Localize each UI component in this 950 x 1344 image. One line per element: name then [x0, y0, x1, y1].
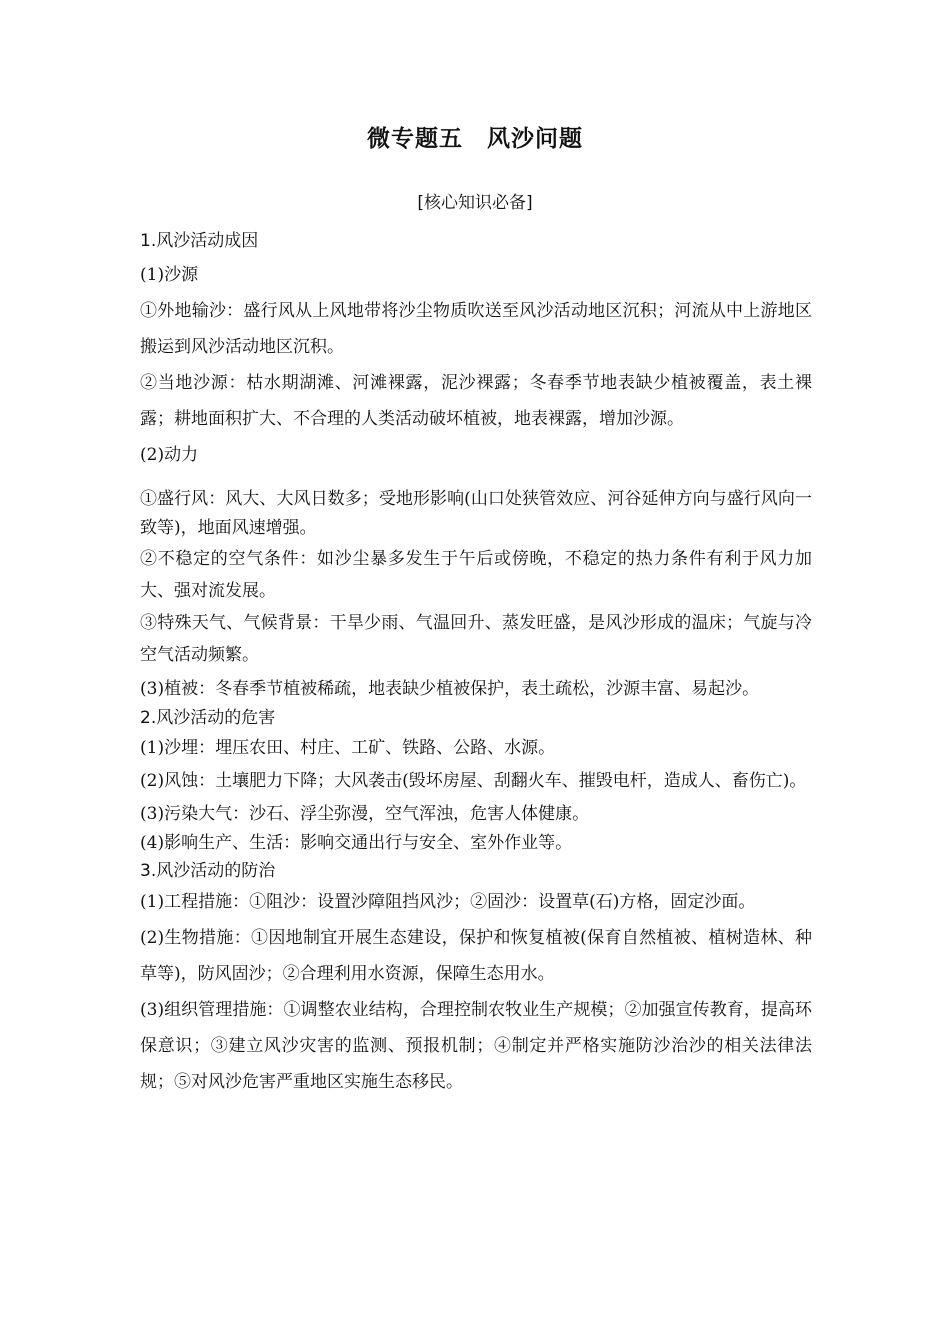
paragraph-sand-burial: (1)沙埋：埋压农田、村庄、工矿、铁路、公路、水源。	[140, 738, 556, 758]
paragraph-local-sand: ②当地沙源：枯水期湖滩、河滩裸露，泥沙裸露；冬春季节地表缺少植被覆盖，表土裸露；耕地面积扩大、不合理的人类活动破坏植被，地表裸露，增加沙源。	[140, 373, 812, 429]
heading-prevention: 3.风沙活动的防治	[140, 861, 276, 881]
paragraph-management-measures: (3)组织管理措施：①调整农业结构，合理控制农牧业生产规模；②加强宣传教育，提高环保意识；③建立风沙灾害的监测、预报机制；④制定并严格实施防沙治沙的相关法律法规；⑤对风沙危害严重地区实施生态移民。	[140, 1000, 812, 1092]
heading-causes: 1.风沙活动成因	[140, 231, 259, 251]
heading-hazards: 2.风沙活动的危害	[140, 708, 276, 728]
paragraph-wind-erosion: (2)风蚀：土壤肥力下降；大风袭击(毁坏房屋、刮翻火车、摧毁电杆，造成人、畜伤亡)。	[140, 771, 807, 791]
paragraph-production-life: (4)影响生产、生活：影响交通出行与安全、室外作业等。	[140, 833, 573, 853]
paragraph-prevailing-wind: ①盛行风：风大、大风日数多；受地形影响(山口处狭管效应、河谷延伸方向与盛行风向一致等)，地面风速增强。	[140, 489, 812, 538]
paragraph-engineering-measures: (1)工程措施：①阻沙：设置沙障阻挡风沙；②固沙：设置草(石)方格，固定沙面。	[140, 892, 756, 912]
paragraph-unstable-air: ②不稳定的空气条件：如沙尘暴多发生于午后或傍晚，不稳定的热力条件有利于风力加大、强对流发展。	[140, 549, 812, 601]
page-title: 微专题五 风沙问题	[367, 126, 583, 152]
paragraph-external-sand: ①外地输沙：盛行风从上风地带将沙尘物质吹送至风沙活动地区沉积；河流从中上游地区搬运到风沙活动地区沉积。	[140, 301, 812, 357]
section-subtitle: [核心知识必备]	[417, 193, 533, 213]
subheading-dynamics: (2)动力	[140, 445, 199, 465]
subheading-sand-source: (1)沙源	[140, 265, 199, 285]
document-body	[140, 227, 812, 1100]
paragraph-biological-measures: (2)生物措施：①因地制宜开展生态建设，保护和恢复植被(保育自然植被、植树造林、种草等)，防风固沙；②合理利用水资源，保障生态用水。	[140, 928, 812, 984]
paragraph-weather-background: ③特殊天气、气候背景：干旱少雨、气温回升、蒸发旺盛，是风沙形成的温床；气旋与冷空气活动频繁。	[140, 613, 812, 665]
paragraph-air-pollution: (3)污染大气：沙石、浮尘弥漫，空气浑浊，危害人体健康。	[140, 804, 590, 824]
paragraph-vegetation: (3)植被：冬春季节植被稀疏，地表缺少植被保护，表土疏松，沙源丰富、易起沙。	[140, 679, 760, 699]
